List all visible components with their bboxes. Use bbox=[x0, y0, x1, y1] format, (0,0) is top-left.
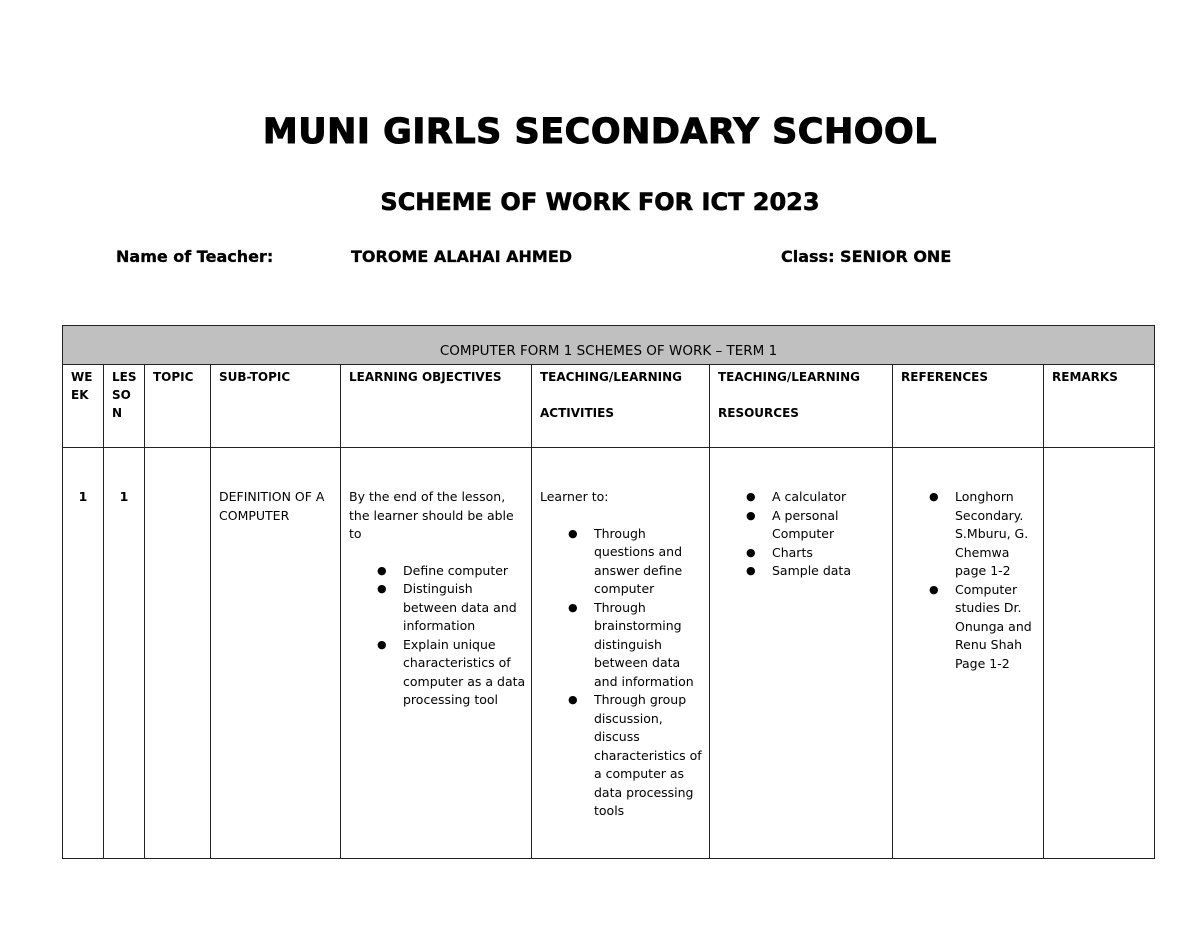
col-header-activities-line1: TEACHING/LEARNING bbox=[540, 370, 683, 384]
cell-objectives bbox=[341, 448, 532, 859]
cell-subtopic: DEFINITION OF A COMPUTER bbox=[211, 448, 341, 859]
cell-week: 1 bbox=[63, 448, 104, 859]
bullet-icon: ● bbox=[929, 582, 939, 596]
col-header-references: REFERENCES bbox=[893, 365, 1044, 448]
list-item bbox=[746, 562, 888, 581]
cell-resources bbox=[710, 448, 893, 859]
list-item bbox=[377, 562, 527, 581]
resource-text: A personal Computer bbox=[772, 507, 839, 541]
activity-text: Through questions and answer define computer bbox=[594, 525, 683, 596]
bullet-icon: ● bbox=[568, 693, 578, 706]
school-name: MUNI GIRLS SECONDARY SCHOOL bbox=[262, 112, 938, 152]
list-item bbox=[377, 636, 527, 710]
col-header-lesson: LESSON bbox=[104, 365, 145, 448]
list-item bbox=[929, 488, 1039, 581]
list-item bbox=[568, 691, 705, 821]
list-item bbox=[377, 580, 527, 636]
cell-lesson: 1 bbox=[104, 448, 145, 859]
bullet-icon: ● bbox=[746, 508, 756, 522]
list-item bbox=[929, 581, 1039, 674]
bullet-icon: ● bbox=[377, 582, 387, 595]
cell-references bbox=[893, 448, 1044, 859]
resources-list bbox=[746, 488, 888, 581]
bullet-icon: ● bbox=[746, 545, 756, 559]
col-header-resources bbox=[710, 365, 893, 448]
col-header-topic: TOPIC bbox=[145, 365, 211, 448]
activities-list bbox=[568, 525, 705, 821]
reference-text: Longhorn Secondary. S.Mburu, G. Chemwa page 1-2 bbox=[955, 489, 1029, 578]
list-item bbox=[568, 525, 705, 599]
class-label: Class: SENIOR ONE bbox=[781, 247, 952, 266]
bullet-icon: ● bbox=[746, 564, 756, 577]
cell-remarks bbox=[1044, 448, 1155, 859]
objectives-intro: By the end of the lesson, the learner should be able to bbox=[349, 489, 514, 541]
bullet-icon: ● bbox=[929, 490, 939, 503]
table-banner: COMPUTER FORM 1 SCHEMES OF WORK – TERM 1 bbox=[63, 326, 1155, 365]
resource-text: Sample data bbox=[772, 563, 851, 578]
bullet-icon: ● bbox=[568, 600, 578, 614]
list-item bbox=[746, 544, 888, 563]
bullet-icon: ● bbox=[377, 563, 387, 577]
references-list bbox=[929, 488, 1039, 673]
col-header-week: WEEK bbox=[63, 365, 104, 448]
resource-text: Charts bbox=[772, 544, 813, 560]
col-header-activities-line2: ACTIVITIES bbox=[540, 406, 614, 420]
objective-text: Define computer bbox=[403, 562, 509, 578]
col-header-objectives: LEARNING OBJECTIVES bbox=[341, 365, 532, 448]
list-item bbox=[746, 507, 888, 544]
activity-text: Through group discussion, discuss characteristics of a computer as data processing tools bbox=[594, 692, 702, 818]
list-item bbox=[568, 599, 705, 692]
reference-text: Computer studies Dr. Onunga and Renu Shah Page 1-2 bbox=[955, 581, 1032, 671]
bullet-icon: ● bbox=[746, 490, 756, 503]
table-row bbox=[63, 448, 1155, 859]
objectives-list bbox=[377, 562, 527, 710]
resource-text: A calculator bbox=[772, 489, 847, 504]
cell-activities bbox=[532, 448, 710, 859]
col-header-subtopic: SUB-TOPIC bbox=[211, 365, 341, 448]
objective-text: Explain unique characteristics of computer as a data processing tool bbox=[403, 636, 526, 707]
activity-text: Through brainstorming distinguish between data and information bbox=[594, 599, 694, 689]
teacher-name: TOROME ALAHAI AHMED bbox=[351, 247, 573, 266]
document-title: SCHEME OF WORK FOR ICT 2023 bbox=[380, 188, 820, 216]
teacher-label: Name of Teacher: bbox=[116, 247, 274, 266]
table-header-row bbox=[63, 365, 1155, 448]
objective-text: Distinguish between data and information bbox=[403, 581, 517, 633]
bullet-icon: ● bbox=[568, 526, 578, 540]
list-item bbox=[746, 488, 888, 507]
col-header-remarks: REMARKS bbox=[1044, 365, 1155, 448]
cell-topic bbox=[145, 448, 211, 859]
col-header-resources-line1: TEACHING/LEARNING bbox=[718, 370, 861, 384]
activities-intro: Learner to: bbox=[540, 489, 609, 504]
col-header-resources-line2: RESOURCES bbox=[718, 406, 799, 420]
bullet-icon: ● bbox=[377, 637, 387, 651]
col-header-activities bbox=[532, 365, 710, 448]
scheme-table bbox=[62, 325, 1155, 859]
